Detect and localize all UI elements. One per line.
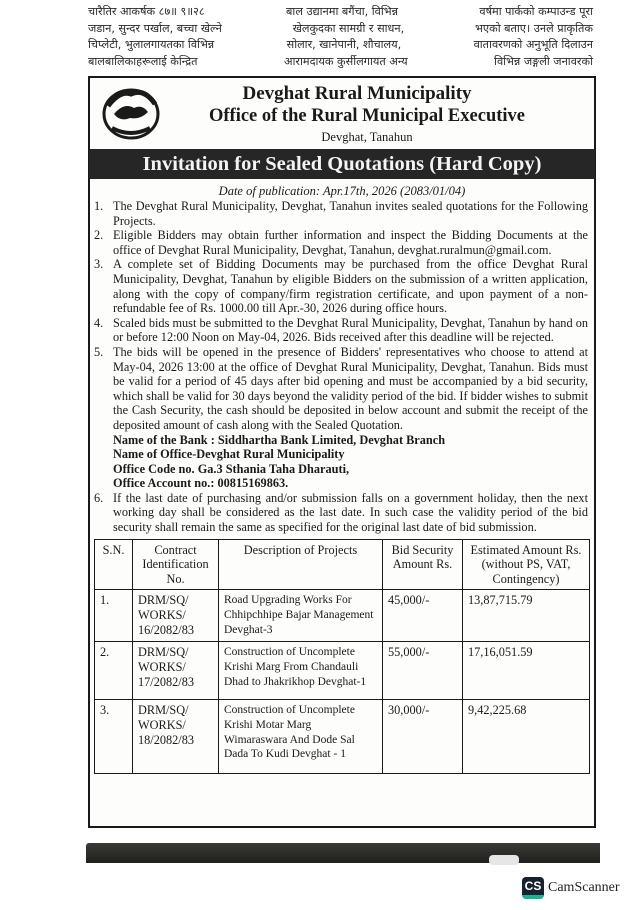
cell-estimate: 17,16,051.59	[463, 642, 590, 700]
notice-items	[90, 199, 594, 535]
clip-cell: बालबालिकाहरूलाई केन्द्रित	[88, 54, 198, 68]
cell-bid-security: 45,000/-	[383, 590, 463, 642]
office-location: Devghat, Tanahun	[321, 130, 413, 144]
clip-cell: खेलकुदका सामग्री र साधन,	[292, 21, 405, 35]
cell-bid-security: 55,000/-	[383, 642, 463, 700]
strip-artifact	[489, 855, 519, 865]
header-sn: S.N.	[95, 539, 133, 590]
clip-cell: भएको बताए। उनले प्राकृतिक	[475, 21, 593, 35]
cell-sn: 3.	[95, 700, 133, 774]
header-estimate: Estimated Amount Rs. (without PS, VAT, Contingency)	[463, 539, 590, 590]
item-text: Eligible Bidders may obtain further information and inspect the Bidding Documents at the office of Devghat Rural Municipality, Devghat, Tanahun, devghat.ruralmun@gmail.com.	[113, 228, 588, 257]
office-name: Name of Office-Devghat Rural Municipality	[113, 447, 345, 462]
projects-table	[94, 539, 590, 775]
table-header-row	[95, 539, 590, 590]
header-description: Description of Projects	[219, 539, 383, 590]
notice-banner: Invitation for Sealed Quotations (Hard Copy)	[89, 149, 595, 179]
office-account: Office Account no.: 00815169863.	[113, 476, 289, 491]
item-body: The bids will be opened in the presence of Bidders' representatives who choose to attend at May-04, 2026 13:00 at the office of Devghat Rural Municipality, Devghat, Tanahun. Bids must be valid for a period of 45 days after bid opening and must be accompanied by a bid security, which shall be valid for 30 days beyond the validity period of the bid. If bidder wishes to submit the Cash Security, the cash should be deposited in below account and submit the receipt of the deposited amount of cash along with the Sealed Quotation.	[113, 344, 588, 432]
item-number: 5.	[94, 344, 104, 359]
notice-item	[94, 257, 588, 315]
table-row	[95, 642, 590, 700]
cell-contract: DRM/SQ/ WORKS/ 18/2082/83	[133, 700, 219, 774]
publication-date: Date of publication: Apr.17th, 2026 (2083/01/04)	[218, 184, 466, 198]
office-code: Office Code no. Ga.3 Sthania Taha Dharauti,	[113, 461, 350, 476]
camscanner-label: CamScanner	[548, 880, 620, 895]
cell-description: Construction of Uncomplete Krishi Marg From Chandauli Dhad to Jhakrikhop Devghat-1	[219, 642, 383, 700]
header-bid-security: Bid Security Amount Rs.	[383, 539, 463, 590]
notice-item	[94, 228, 588, 257]
cell-description: Construction of Uncomplete Krishi Motar Marg Wimaraswara And Dode Sal Dada To Kudi Devghat - 1	[219, 700, 383, 774]
item-number: 6.	[94, 490, 104, 505]
cell-description: Road Upgrading Works For Chhipchhipe Bajar Management Devghat-3	[219, 590, 383, 642]
office-title: Office of the Rural Municipal Executive	[209, 106, 525, 126]
notice-item	[94, 316, 588, 345]
clip-line	[88, 4, 593, 21]
clip-cell: वातावरणको अनुभूति दिलाउन	[473, 38, 593, 51]
notice-box	[88, 76, 596, 828]
cell-estimate: 13,87,715.79	[463, 590, 590, 642]
item-number: 1.	[94, 199, 104, 213]
item-text: Scaled bids must be submitted to the Devghat Rural Municipality, Devghat, Tanahun by hand on or before 12:00 Noon on May-04, 2026. Bids received after this deadline will be rejected.	[113, 315, 588, 345]
camscanner-watermark	[522, 877, 620, 899]
clip-cell: चारैतिर आकर्षक ८७॥ ९॥२८	[88, 5, 205, 18]
table-row	[95, 590, 590, 642]
item-text	[113, 345, 588, 491]
clip-line	[88, 54, 593, 71]
item-number: 2.	[94, 228, 104, 243]
cell-contract: DRM/SQ/ WORKS/ 17/2082/83	[133, 642, 219, 700]
cell-contract: DRM/SQ/ WORKS/ 16/2082/83	[133, 590, 219, 642]
clip-cell: विभिन्न जङ्गली जनावरको	[494, 54, 593, 68]
clip-cell: चिप्लेटी, भुलालगायतका विभिन्न	[88, 38, 215, 51]
newspaper-clip-text	[88, 4, 593, 70]
clip-cell: सोलार, खानेपानी, शौचालय,	[286, 38, 402, 51]
notice-item	[94, 345, 588, 491]
table-row	[95, 700, 590, 774]
clip-cell: जडान, सुन्दर पर्खाल, बच्चा खेल्ने	[88, 21, 222, 35]
bank-name: Name of the Bank : Siddhartha Bank Limited, Devghat Branch	[113, 432, 446, 447]
item-number: 3.	[94, 257, 104, 272]
clip-line	[88, 37, 593, 54]
cell-estimate: 9,42,225.68	[463, 700, 590, 774]
camscanner-logo-icon: CS	[522, 877, 544, 899]
clip-cell: बाल उद्यानमा बगैंचा, विभिन्न	[286, 5, 398, 18]
notice-item	[94, 199, 588, 228]
newspaper-bottom-strip	[86, 843, 600, 863]
header-contract: Contract Identification No.	[133, 539, 219, 590]
cell-sn: 1.	[95, 590, 133, 642]
cell-sn: 2.	[95, 642, 133, 700]
cell-bid-security: 30,000/-	[383, 700, 463, 774]
municipality-title: Devghat Rural Municipality	[242, 83, 472, 104]
item-number: 4.	[94, 315, 104, 330]
item-text: The Devghat Rural Municipality, Devghat, Tanahun invites sealed quotations for the Following Projects.	[113, 199, 588, 228]
notice-header	[90, 78, 594, 149]
item-text: If the last date of purchasing and/or submission falls on a government holiday, then the next working day shall be considered as the last date. In such case the validity period of the bid security shall remain the same as specified for the original last date of bid submission.	[113, 490, 588, 535]
clip-cell: आरामदायक कुर्सीलगायत अन्य	[283, 54, 408, 68]
notice-item	[94, 491, 588, 535]
clip-line	[88, 21, 593, 38]
clip-cell: वर्षमा पार्कको कम्पाउन्ड पूरा	[479, 5, 593, 18]
item-text: A complete set of Bidding Documents may be purchased from the office Devghat Rural Municipality, Devghat, Tanahun by eligible Bidders on the submission of a written application, along with the copy of company/firm registration certificate, and upon payment of a non-refundable fee of Rs. 1000.00 till Apr.-30, 2026 during office hours.	[113, 257, 588, 316]
